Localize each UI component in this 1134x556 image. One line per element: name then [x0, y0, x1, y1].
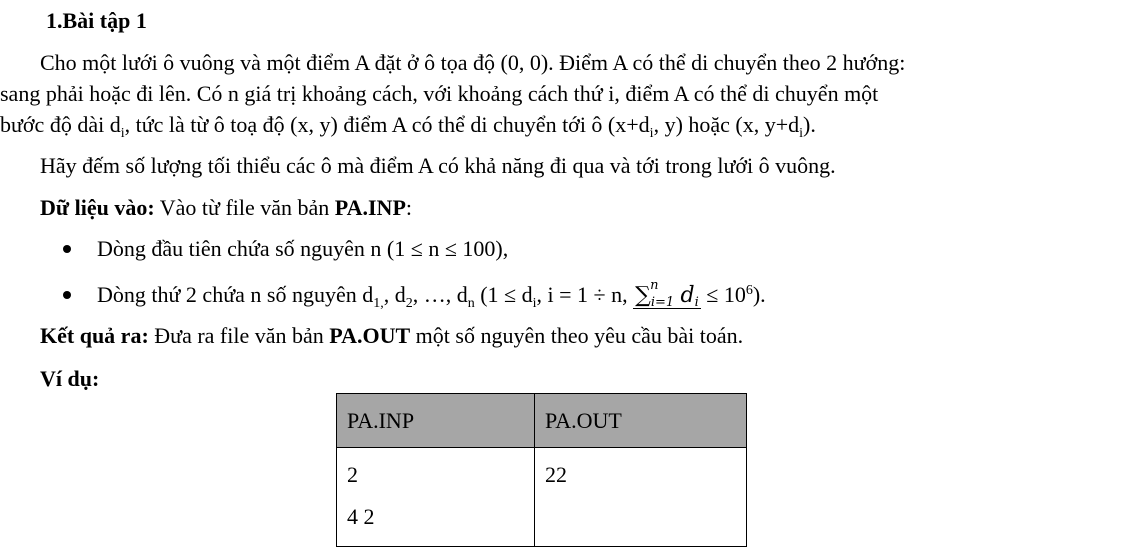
header-input-file: PA.INP [337, 394, 535, 448]
subscript-i: i [649, 126, 654, 141]
sum-variable: d [680, 283, 695, 308]
example-label: Ví dụ: [40, 366, 100, 391]
heading-number: 1. [46, 8, 63, 33]
sigma-symbol: ∑ [635, 283, 651, 308]
subscript-n: n [467, 296, 475, 311]
subscript-1: 1, [373, 296, 384, 311]
bullet2-text-g: ). [752, 282, 766, 307]
paragraph-line-3 [0, 112, 816, 141]
bullet2-text-e: , i = 1 ÷ n, [536, 282, 634, 307]
subscript-i: i [799, 126, 804, 141]
output-section [40, 323, 743, 349]
heading-title: Bài tập 1 [62, 8, 147, 33]
input-line-2: 4 2 [347, 504, 375, 529]
bullet-line-1: Dòng đầu tiên chứa số nguyên n (1 ≤ n ≤ 100), [97, 236, 509, 261]
table-row [337, 448, 747, 547]
input-line-1: 2 [347, 462, 358, 487]
line3-part-b: , tức là từ ô toạ độ (x, y) điểm A có thể di chuyển tới ô (x+d [124, 112, 650, 137]
input-colon: : [405, 195, 413, 220]
output-label: Kết quả ra: [40, 323, 149, 348]
sum-lower-bound: i=1 [650, 295, 675, 310]
input-section [40, 195, 412, 221]
subscript-i: i [120, 126, 125, 141]
paragraph-task: Hãy đếm số lượng tối thiểu các ô mà điểm A có khả năng đi qua và tới trong lưới ô vuông. [40, 153, 836, 178]
sum-upper-bound: n [650, 278, 659, 293]
superscript-6: 6 [745, 283, 753, 298]
bullet2-text-f: ≤ 10 [700, 282, 746, 307]
bullet2-text-a: Dòng thứ 2 chứa n số nguyên d [97, 282, 374, 307]
bullet2-text-b: , d [383, 282, 406, 307]
bullet-dot [63, 291, 71, 299]
exercise-heading [46, 8, 147, 34]
bullet2-text-c: , …, d [412, 282, 468, 307]
paragraph-line-1: Cho một lưới ô vuông và một điểm A đặt ở ô tọa độ (0, 0). Điểm A có thể di chuyển theo 2 hướng: [40, 50, 906, 75]
bullet-dot [63, 245, 71, 253]
bullet-line-2 [97, 278, 766, 311]
input-label: Dữ liệu vào: [40, 195, 155, 220]
line3-part-d: ). [803, 112, 816, 137]
paragraph-line-2: sang phải hoặc đi lên. Có n giá trị khoảng cách, với khoảng cách thứ i, điểm A có thể di chuyển một [0, 81, 879, 106]
input-file: PA.INP [334, 195, 406, 220]
line3-part-a: bước độ dài d [0, 112, 121, 137]
output-file: PA.OUT [329, 323, 411, 348]
output-rest: một số nguyên theo yêu cầu bài toán. [410, 323, 744, 348]
header-output-file: PA.OUT [535, 394, 747, 448]
table-header-row [337, 394, 747, 448]
subscript-2: 2 [405, 296, 413, 311]
subscript-i: i [532, 296, 537, 311]
example-table [336, 393, 747, 547]
output-cell [535, 448, 747, 547]
output-line-1: 22 [545, 462, 567, 487]
sum-variable-index: i [694, 295, 699, 310]
input-cell [337, 448, 535, 547]
sum-formula [633, 278, 701, 310]
input-text: Vào từ file văn bản [159, 195, 335, 220]
output-text: Đưa ra file văn bản [148, 323, 330, 348]
line3-part-c: , y) hoặc (x, y+d [653, 112, 800, 137]
bullet2-text-d: (1 ≤ d [474, 282, 533, 307]
